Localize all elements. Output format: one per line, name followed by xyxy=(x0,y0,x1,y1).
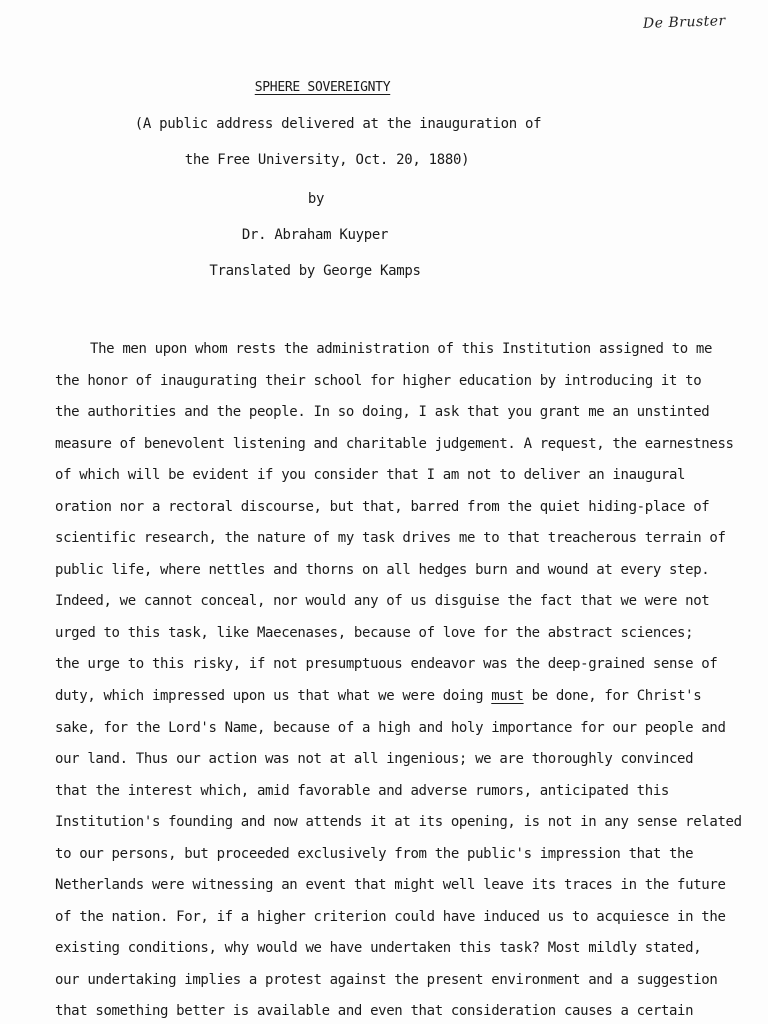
body-line: that something better is available and even that consideration causes a certain xyxy=(55,1003,694,1020)
body-line: Netherlands were witnessing an event that might well leave its traces in the future xyxy=(55,877,726,894)
body-line: oration nor a rectoral discourse, but that, barred from the quiet hiding-place of xyxy=(55,498,710,515)
body-line: urged to this task, like Maecenases, because of love for the abstract sciences; xyxy=(55,624,694,641)
underlined-word: must xyxy=(491,688,524,705)
body-line: our land. Thus our action was not at all ingenious; we are thoroughly convinced xyxy=(55,751,694,768)
byline-by: by xyxy=(307,191,325,207)
body-line: that the interest which, amid favorable and adverse rumors, anticipated this xyxy=(55,782,669,799)
body-line: public life, where nettles and thorns on all hedges burn and wound at every step. xyxy=(55,561,710,578)
author-name: Dr. Abraham Kuyper xyxy=(241,227,389,243)
body-line: the authorities and the people. In so doing, I ask that you grant me an unstinted xyxy=(55,404,710,421)
body-line: the urge to this risky, if not presumptuous endeavor was the deep-grained sense of xyxy=(55,656,718,673)
body-line: existing conditions, why would we have undertaken this task? Most mildly stated, xyxy=(55,940,702,957)
subtitle-line-1: (A public address delivered at the inauguration of xyxy=(134,116,542,132)
body-line-with-underline xyxy=(55,685,745,717)
body-line: to our persons, but proceeded exclusively from the public's impression that the xyxy=(55,845,694,862)
body-line-segment: be done, for Christ's xyxy=(523,688,702,705)
body-line: scientific research, the nature of my task drives me to that treacherous terrain of xyxy=(55,530,726,547)
body-line: of which will be evident if you consider that I am not to deliver an inaugural xyxy=(55,467,686,484)
translator-line: Translated by George Kamps xyxy=(209,263,421,279)
body-line: our undertaking implies a protest against the present environment and a suggestion xyxy=(55,971,718,988)
body-line: Institution's founding and now attends it at its opening, is not in any sense related xyxy=(55,814,742,831)
subtitle-line-2: the Free University, Oct. 20, 1880) xyxy=(184,152,470,168)
body-line: sake, for the Lord's Name, because of a high and holy importance for our people and xyxy=(55,719,726,736)
body-line: The men upon whom rests the administration of this Institution assigned to me xyxy=(90,341,713,357)
body-line: measure of benevolent listening and charitable judgement. A request, the earnestness xyxy=(55,435,734,452)
body-line: of the nation. For, if a higher criterion could have induced us to acquiesce in the xyxy=(55,908,726,925)
body-line: Indeed, we cannot conceal, nor would any of us disguise the fact that we were not xyxy=(55,593,710,610)
handwritten-annotation: De Bruster xyxy=(642,13,727,32)
document-title: SPHERE SOVEREIGNTY xyxy=(254,80,391,95)
body-line-segment: duty, which impressed upon us that what we were doing xyxy=(55,688,492,705)
body-text xyxy=(55,338,745,1032)
body-line: the honor of inaugurating their school for higher education by introducing it to xyxy=(55,372,702,389)
